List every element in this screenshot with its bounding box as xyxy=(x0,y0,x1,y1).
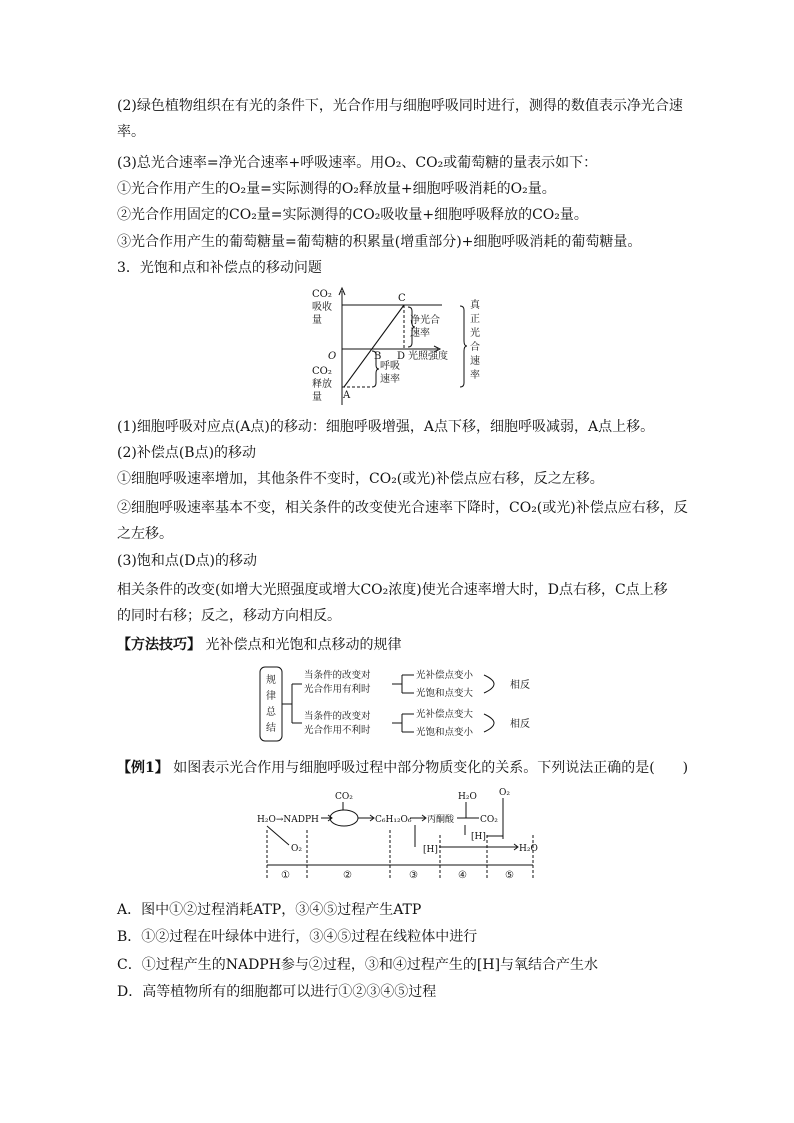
option-d: D．高等植物所有的细胞都可以进行①②③④⑤过程 xyxy=(117,984,437,1000)
method-title: 光补偿点和光饱和点移动的规律 xyxy=(205,637,402,653)
h-low-label: [H] xyxy=(423,845,438,855)
result-2b: 光饱和点变小 xyxy=(416,727,474,738)
svg-text:正: 正 xyxy=(470,314,480,325)
stage-label-3: ③ xyxy=(409,870,418,881)
svg-text:速率: 速率 xyxy=(380,374,400,385)
para-2-line1: (2)绿色植物组织在有光的条件下，光合作用与细胞呼吸同时进行，测得的数值表示净光合速 xyxy=(117,98,683,114)
upper-bracket xyxy=(392,675,414,693)
option-b: B．①②过程在叶绿体中进行，③④⑤过程在线粒体中进行 xyxy=(117,929,478,945)
o2-top-label: O₂ xyxy=(499,788,510,798)
para-3: (3)总光合速率=净光合速率+呼吸速率。用O₂、CO₂或葡萄糖的量表示如下： xyxy=(117,155,598,171)
stage-label-4: ④ xyxy=(458,870,467,881)
calvin-cycle-ellipse xyxy=(330,810,358,826)
gross-rate-brace xyxy=(460,306,467,387)
svg-text:当条件的改变对: 当条件的改变对 xyxy=(304,711,371,722)
process-diagram xyxy=(255,785,555,887)
svg-text:速率: 速率 xyxy=(410,328,430,339)
result-1a: 光补偿点变小 xyxy=(416,670,474,681)
y-axis-bottom-label xyxy=(312,366,332,403)
para-2-line2: 率。 xyxy=(117,124,145,140)
example-tag: 【例1】 xyxy=(117,760,169,776)
section-3: (3)饱和点(D点)的移动 xyxy=(117,553,257,569)
svg-text:速: 速 xyxy=(470,356,480,367)
result-2a: 光补偿点变大 xyxy=(416,709,474,720)
favorable-condition xyxy=(304,669,371,695)
h2o-nadph-label: H₂O→NADPH xyxy=(257,815,319,825)
point-a-label: A xyxy=(343,390,351,401)
o2-branch-line xyxy=(267,826,289,845)
svg-text:光合作用有利时: 光合作用有利时 xyxy=(304,684,371,695)
o2-low-label: O₂ xyxy=(291,844,302,854)
svg-text:呼吸: 呼吸 xyxy=(380,361,400,372)
opposite-label-1: 相反 xyxy=(510,680,530,691)
section-3-line2: 的同时右移；反之，移动方向相反。 xyxy=(117,608,341,624)
point-d-label: D xyxy=(397,351,406,362)
section-2-item-2-line1: ②细胞呼吸速率基本不变，相关条件的改变使光合速率下降时，CO₂(或光)补偿点应右移，反 xyxy=(117,500,688,516)
h2o-out-label: H₂O xyxy=(519,844,538,854)
section-2: (2)补偿点(B点)的移动 xyxy=(117,445,257,461)
svg-text:结: 结 xyxy=(266,723,276,734)
glucose-label: C₆H₁₂O₆ xyxy=(375,815,412,825)
rule-box-label xyxy=(266,673,277,734)
lower-curved-arrow xyxy=(484,714,494,732)
svg-text:当条件的改变对: 当条件的改变对 xyxy=(304,670,371,681)
svg-text:率: 率 xyxy=(470,370,480,381)
pyruvate-label: 丙酮酸 xyxy=(427,815,455,825)
svg-text:总: 总 xyxy=(266,707,276,718)
svg-text:量: 量 xyxy=(312,392,322,403)
stage-label-2: ② xyxy=(343,870,352,881)
x-axis-label: 光照强度 xyxy=(408,351,448,362)
lower-bracket xyxy=(392,714,414,732)
svg-text:释放: 释放 xyxy=(312,379,332,390)
main-bracket xyxy=(282,684,302,723)
unfavorable-condition xyxy=(304,710,371,736)
stage-label-1: ① xyxy=(281,870,290,881)
net-rate-label xyxy=(410,313,440,339)
svg-text:规: 规 xyxy=(266,675,276,686)
gross-rate-label xyxy=(470,298,481,381)
stage-dividers xyxy=(267,830,533,879)
origin-label: O xyxy=(328,351,337,362)
svg-text:CO₂: CO₂ xyxy=(312,289,332,300)
upper-curved-arrow xyxy=(484,675,494,693)
section-1: (1)细胞呼吸对应点(A点)的移动：细胞呼吸增强，A点下移，细胞呼吸减弱，A点上移。 xyxy=(117,419,655,435)
opposite-label-2: 相反 xyxy=(510,719,530,730)
method-tag: 【方法技巧】 xyxy=(117,637,201,653)
svg-text:CO₂: CO₂ xyxy=(312,366,332,377)
para-3-item-2: ②光合作用固定的CO₂量=实际测得的CO₂吸收量+细胞呼吸释放的CO₂量。 xyxy=(117,207,588,223)
section-2-item-1: ①细胞呼吸速率增加，其他条件不变时，CO₂(或光)补偿点应右移，反之左移。 xyxy=(117,471,604,487)
svg-text:吸收: 吸收 xyxy=(312,302,332,313)
svg-text:光: 光 xyxy=(470,328,480,339)
example-text: 如图表示光合作用与细胞呼吸过程中部分物质变化的关系。下列说法正确的是( ) xyxy=(173,760,689,776)
compensation-saturation-graph xyxy=(300,285,500,410)
method-heading xyxy=(117,635,401,655)
section-3-line1: 相关条件的改变(如增大光照强度或增大CO₂浓度)使光合速率增大时，D点右移，C点上移 xyxy=(117,582,668,598)
svg-text:净光合: 净光合 xyxy=(410,315,440,326)
section-2-item-2-line2: 之左移。 xyxy=(117,526,173,542)
point-c-label: C xyxy=(398,293,406,304)
para-3-item-1: ①光合作用产生的O₂量=实际测得的O₂释放量+细胞呼吸消耗的O₂量。 xyxy=(117,181,556,197)
svg-text:真: 真 xyxy=(470,300,480,311)
example-1-question xyxy=(117,758,688,778)
co2-top-label: CO₂ xyxy=(335,792,353,802)
svg-text:合: 合 xyxy=(470,342,480,353)
co2-mid-label: CO₂ xyxy=(480,815,498,825)
section-3-title: 3．光饱和点和补偿点的移动问题 xyxy=(117,260,322,276)
net-rate-brace xyxy=(408,307,415,347)
stage-label-5: ⑤ xyxy=(505,870,514,881)
result-1b: 光饱和点变大 xyxy=(416,688,474,699)
svg-text:律: 律 xyxy=(266,691,276,702)
h2o-top-label: H₂O xyxy=(458,792,477,802)
option-a: A．图中①②过程消耗ATP，③④⑤过程产生ATP xyxy=(117,902,422,918)
para-3-item-3: ③光合作用产生的葡萄糖量=葡萄糖的积累量(增重部分)+细胞呼吸消耗的葡萄糖量。 xyxy=(117,234,642,250)
y-axis-top-label xyxy=(312,289,332,326)
svg-text:光合作用不利时: 光合作用不利时 xyxy=(304,725,371,736)
point-b-label: B xyxy=(374,351,382,362)
h-mid-label: [H] xyxy=(471,832,486,842)
option-c: C．①过程产生的NADPH参与②过程，③和④过程产生的[H]与氧结合产生水 xyxy=(117,957,599,973)
svg-text:量: 量 xyxy=(312,315,322,326)
rule-summary-diagram xyxy=(258,665,558,745)
resp-rate-label xyxy=(380,360,400,385)
